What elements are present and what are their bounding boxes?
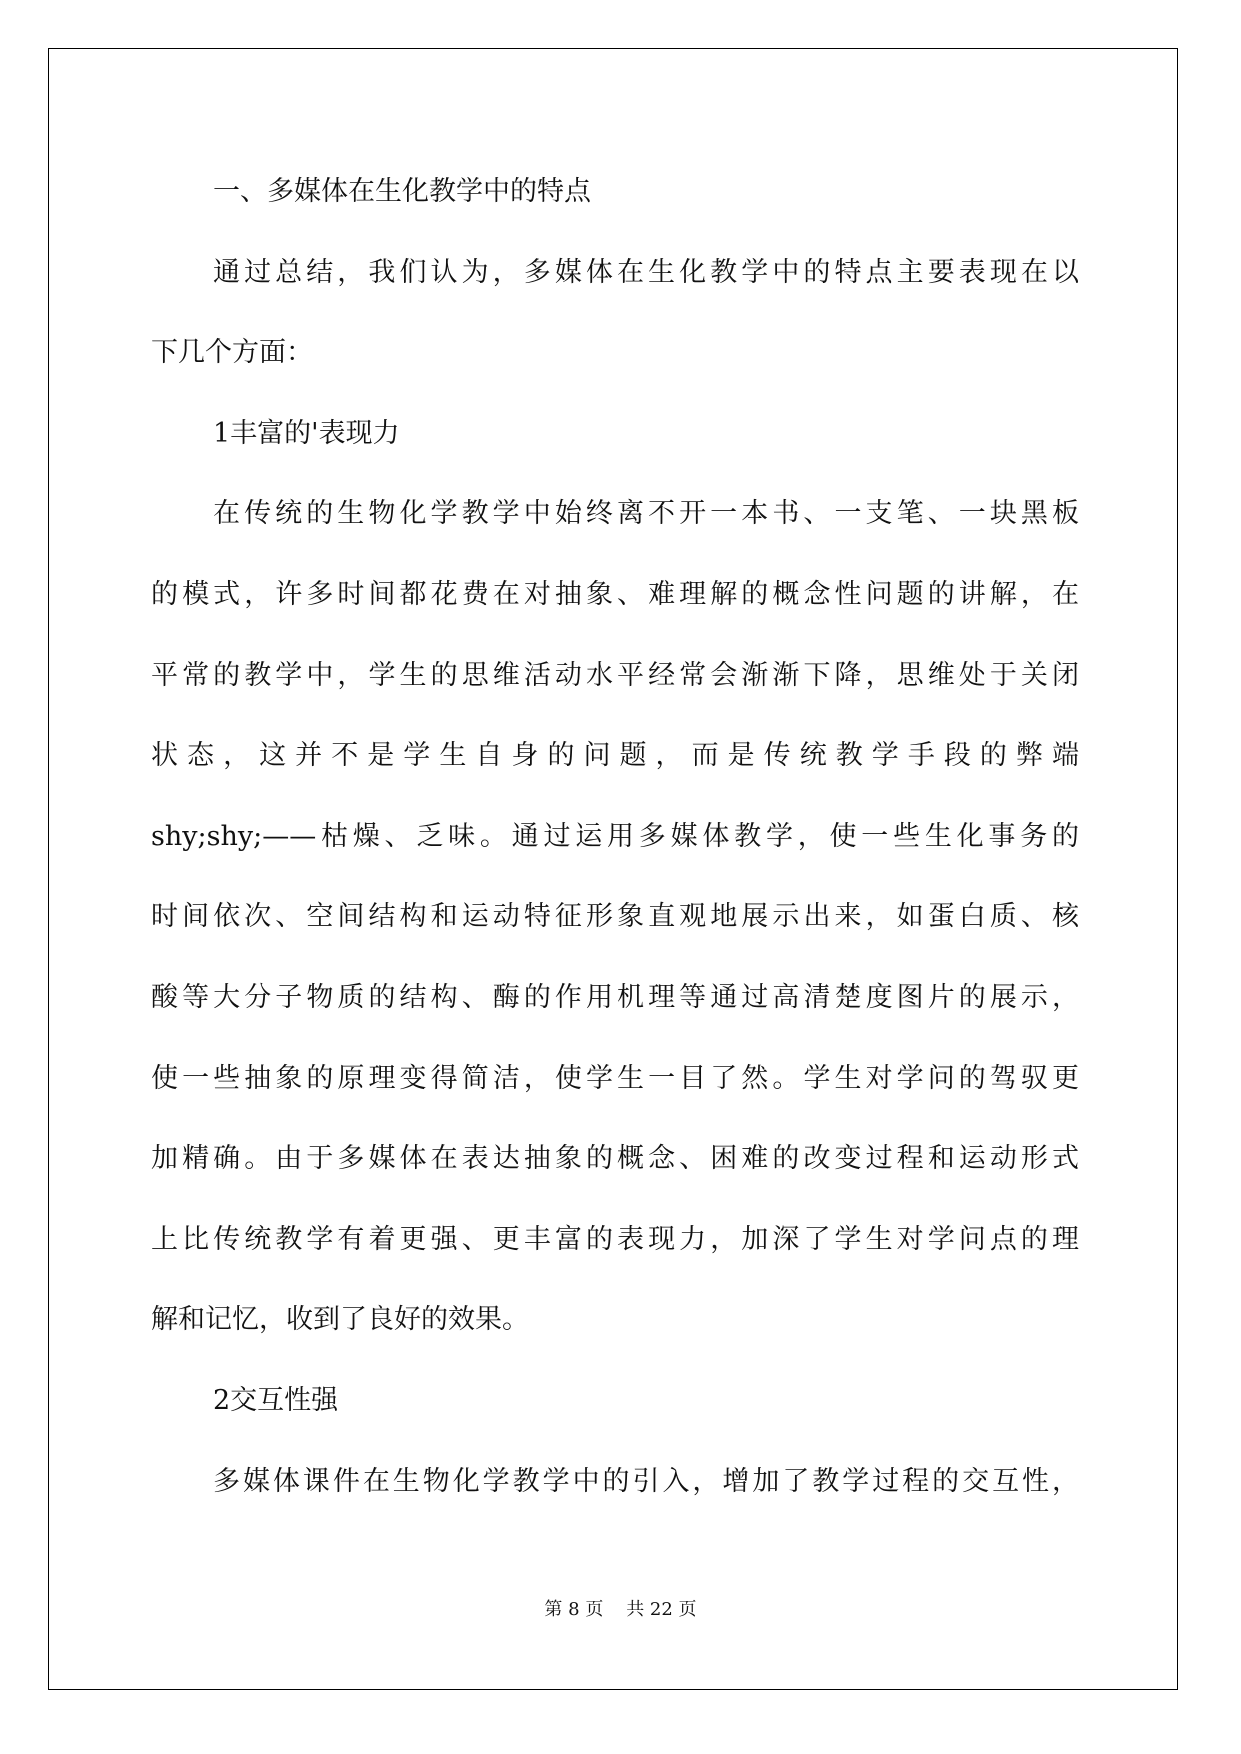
subsection-heading: 2交互性强 xyxy=(213,1384,339,1416)
document-body xyxy=(151,152,1079,1522)
subsection-heading: 1丰富的'表现力 xyxy=(213,417,400,449)
paragraph-line: 通过总结，我们认为，多媒体在生化教学中的特点主要表现在以 xyxy=(213,256,1079,288)
paragraph-line: 使一些抽象的原理变得简洁，使学生一目了然。学生对学问的驾驭更 xyxy=(151,1062,1079,1094)
paragraph-line: 酸等大分子物质的结构、酶的作用机理等通过高清楚度图片的展示， xyxy=(151,981,1079,1013)
paragraph-line: 在传统的生物化学教学中始终离不开一本书、一支笔、一块黑板 xyxy=(213,498,1079,530)
paragraph-line: 时间依次、空间结构和运动特征形象直观地展示出来，如蛋白质、核 xyxy=(151,901,1079,933)
section-heading: 一、多媒体在生化教学中的特点 xyxy=(213,176,591,207)
paragraph-line: 平常的教学中，学生的思维活动水平经常会渐渐下降，思维处于关闭 xyxy=(151,659,1079,691)
page-footer: 第 8 页 共 22 页 xyxy=(544,1599,697,1620)
paragraph-line: 下几个方面： xyxy=(151,337,313,369)
paragraph-line: shy;shy;——枯燥、乏味。通过运用多媒体教学，使一些生化事务的 xyxy=(151,820,1079,852)
paragraph-line: 上比传统教学有着更强、更丰富的表现力，加深了学生对学问点的理 xyxy=(151,1223,1079,1255)
paragraph-line: 解和记忆，收到了良好的效果。 xyxy=(151,1304,529,1336)
paragraph-line: 多媒体课件在生物化学教学中的引入，增加了教学过程的交互性， xyxy=(213,1465,1079,1497)
paragraph-line: 的模式，许多时间都花费在对抽象、难理解的概念性问题的讲解，在 xyxy=(151,578,1079,610)
paragraph-line: 加精确。由于多媒体在表达抽象的概念、困难的改变过程和运动形式 xyxy=(151,1143,1079,1175)
paragraph-line: 状态，这并不是学生自身的问题，而是传统教学手段的弊端 xyxy=(151,740,1079,772)
